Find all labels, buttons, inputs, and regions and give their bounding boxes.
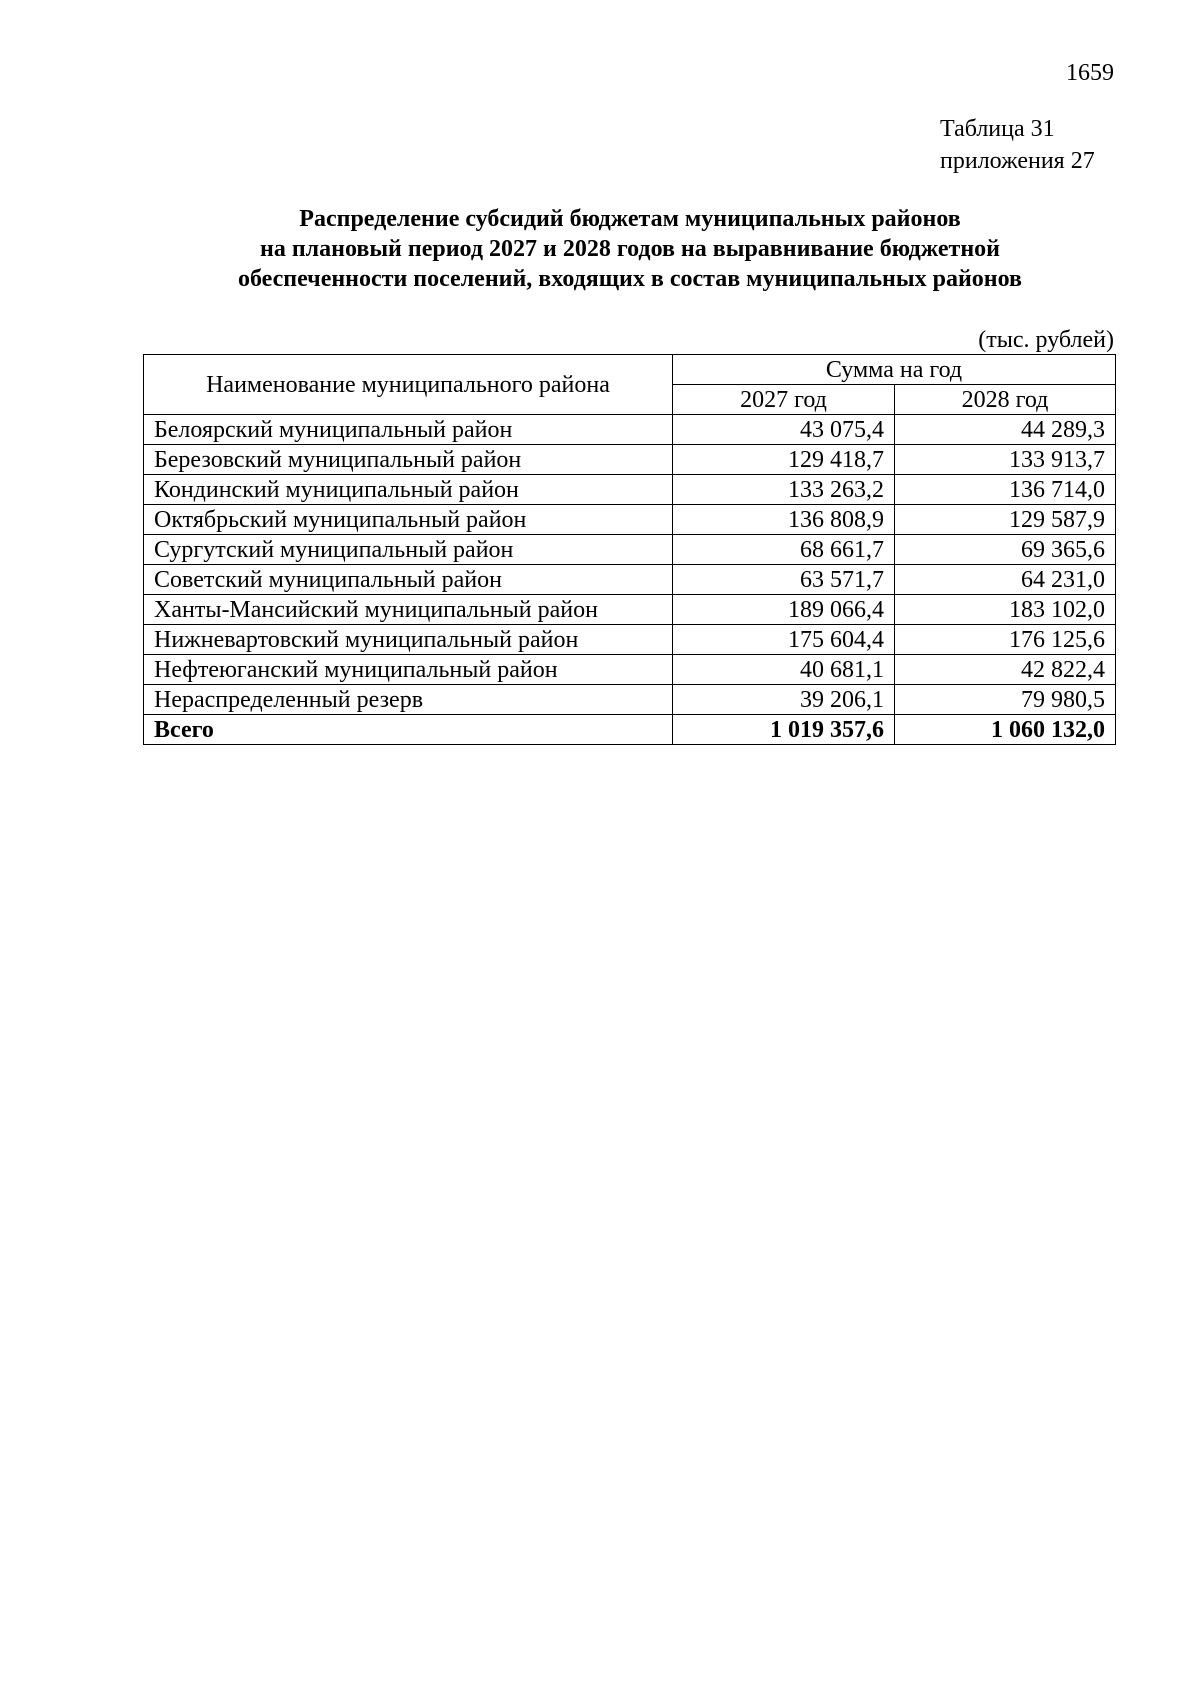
- amount-2028: 44 289,3: [895, 415, 1116, 445]
- district-name: Кондинский муниципальный район: [144, 475, 673, 505]
- header-year-2027: 2027 год: [673, 385, 895, 415]
- header-district-name: Наименование муниципального района: [144, 355, 673, 415]
- amount-2028: 176 125,6: [895, 625, 1116, 655]
- amount-2028: 136 714,0: [895, 475, 1116, 505]
- table-row: [144, 625, 1116, 655]
- amount-2028: 64 231,0: [895, 565, 1116, 595]
- table-reference: [940, 113, 1095, 177]
- district-name: Нижневартовский муниципальный район: [144, 625, 673, 655]
- table-row: [144, 565, 1116, 595]
- district-name: Октябрьский муниципальный район: [144, 505, 673, 535]
- document-title: [0, 204, 1200, 294]
- table-row: [144, 415, 1116, 445]
- amount-2028: 42 822,4: [895, 655, 1116, 685]
- subsidy-table: [143, 354, 1116, 745]
- table-row: [144, 475, 1116, 505]
- district-name: Березовский муниципальный район: [144, 445, 673, 475]
- amount-2028: 183 102,0: [895, 595, 1116, 625]
- amount-2028: 79 980,5: [895, 685, 1116, 715]
- header-year-2028: 2028 год: [895, 385, 1116, 415]
- table-row: [144, 655, 1116, 685]
- amount-2027: 189 066,4: [673, 595, 895, 625]
- header-row: [144, 355, 1116, 385]
- district-name: Советский муниципальный район: [144, 565, 673, 595]
- table-number: Таблица 31: [940, 116, 1055, 142]
- amount-2027: 136 808,9: [673, 505, 895, 535]
- table-row: [144, 595, 1116, 625]
- header-sum-per-year: Сумма на год: [673, 355, 1116, 385]
- total-row: [144, 715, 1116, 745]
- title-line-2: на плановый период 2027 и 2028 годов на выравнивание бюджетной: [260, 236, 1000, 262]
- district-name: Сургутский муниципальный район: [144, 535, 673, 565]
- table-row: [144, 685, 1116, 715]
- amount-2027: 133 263,2: [673, 475, 895, 505]
- units-label: (тыс. рублей): [978, 327, 1114, 353]
- amount-2027: 129 418,7: [673, 445, 895, 475]
- amount-2027: 63 571,7: [673, 565, 895, 595]
- total-label: Всего: [144, 715, 673, 745]
- district-name: Нефтеюганский муниципальный район: [144, 655, 673, 685]
- table-row: [144, 505, 1116, 535]
- district-name: Ханты-Мансийский муниципальный район: [144, 595, 673, 625]
- total-2027: 1 019 357,6: [673, 715, 895, 745]
- amount-2028: 69 365,6: [895, 535, 1116, 565]
- district-name: Нераспределенный резерв: [144, 685, 673, 715]
- amount-2027: 40 681,1: [673, 655, 895, 685]
- appendix-reference: приложения 27: [940, 148, 1095, 174]
- amount-2028: 133 913,7: [895, 445, 1116, 475]
- table-row: [144, 445, 1116, 475]
- table-row: [144, 535, 1116, 565]
- district-name: Белоярский муниципальный район: [144, 415, 673, 445]
- amount-2027: 39 206,1: [673, 685, 895, 715]
- total-2028: 1 060 132,0: [895, 715, 1116, 745]
- title-line-3: обеспеченности поселений, входящих в состав муниципальных районов: [238, 266, 1022, 292]
- amount-2027: 68 661,7: [673, 535, 895, 565]
- title-line-1: Распределение субсидий бюджетам муниципальных районов: [299, 206, 961, 232]
- amount-2028: 129 587,9: [895, 505, 1116, 535]
- amount-2027: 175 604,4: [673, 625, 895, 655]
- page-number: 1659: [1066, 60, 1114, 86]
- amount-2027: 43 075,4: [673, 415, 895, 445]
